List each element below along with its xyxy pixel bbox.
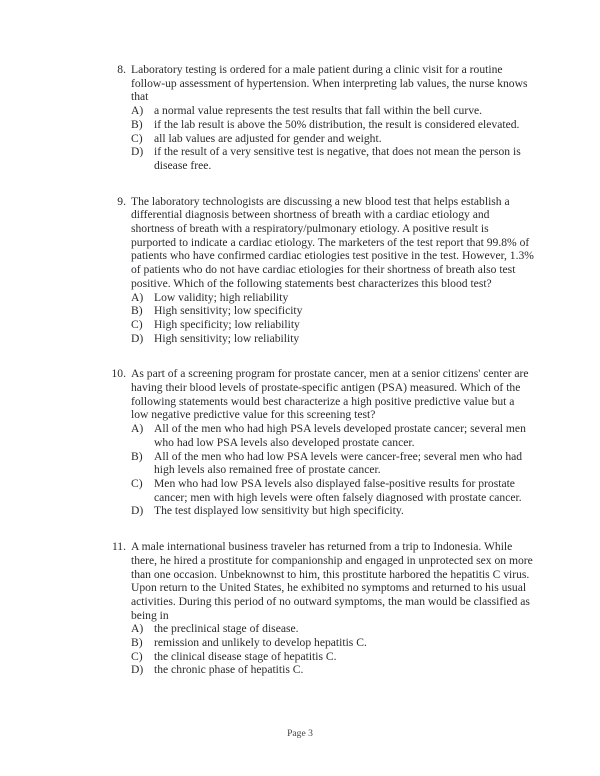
answer-options (104, 622, 534, 677)
option-letter: D) (131, 331, 144, 345)
option-text: High specificity; low reliability (154, 317, 300, 331)
question-stem: As part of a screening program for prostate cancer, men at a senior citizens' center are having their blood levels of prostate-specific antigen (PSA) measured. Which of the following statements would best characterize a high positive predictive value but a low negative predictive value for this screening test? (131, 367, 529, 422)
answer-option[interactable] (131, 650, 534, 664)
question-item (104, 63, 534, 173)
answer-option[interactable] (131, 318, 534, 332)
option-letter: D) (131, 663, 144, 677)
answer-options (104, 291, 534, 346)
option-letter: D) (131, 504, 144, 518)
question-list (104, 63, 534, 699)
option-text: The test displayed low sensitivity but high specificity. (154, 504, 404, 518)
option-text: High sensitivity; low specificity (154, 304, 303, 318)
option-letter: C) (131, 131, 143, 145)
option-letter: C) (131, 317, 143, 331)
option-letter: A) (131, 622, 144, 636)
option-letter: A) (131, 422, 144, 436)
answer-option[interactable] (131, 291, 534, 305)
question-stem: The laboratory technologists are discussing a new blood test that helps establish a differential diagnosis between shortness of breath with a cardiac etiology and shortness of breath with a respiratory/pulmonary etiology. A positive result is purported to indicate a cardiac etiology. The marketers of the test report that 99.8% of patients who have confirmed cardiac etiologies test positive in the test. However, 1.3% of patients who do not have cardiac etiologies for their shortness of breath also test positive. Which of the following statements best characterizes this blood test? (131, 194, 534, 290)
question-body (104, 367, 534, 422)
question-item (104, 367, 534, 518)
answer-option[interactable] (131, 450, 534, 477)
question-item (104, 540, 534, 677)
question-number: 11. (111, 540, 126, 554)
answer-option[interactable] (131, 422, 534, 449)
answer-option[interactable] (131, 636, 534, 650)
option-text: the chronic phase of hepatitis C. (154, 663, 304, 677)
answer-option[interactable] (131, 477, 534, 504)
answer-option[interactable] (131, 145, 534, 172)
answer-option[interactable] (131, 622, 534, 636)
question-stem: Laboratory testing is ordered for a male patient during a clinic visit for a routine follow-up assessment of hypertension. When interpreting lab values, the nurse knows that (131, 63, 528, 104)
option-letter: D) (131, 145, 144, 159)
answer-option[interactable] (131, 332, 534, 346)
answer-option[interactable] (131, 304, 534, 318)
answer-option[interactable] (131, 504, 534, 518)
page-footer: Page 3 (287, 728, 313, 739)
question-item (104, 195, 534, 346)
answer-options (104, 104, 534, 173)
answer-options (104, 422, 534, 518)
option-text: remission and unlikely to develop hepatitis C. (154, 636, 367, 650)
question-body (104, 195, 534, 291)
option-text: High sensitivity; low reliability (154, 331, 300, 345)
option-text: if the lab result is above the 50% distribution, the result is considered elevated. (154, 117, 520, 131)
option-letter: B) (131, 304, 143, 318)
answer-option[interactable] (131, 118, 534, 132)
option-letter: C) (131, 649, 143, 663)
answer-option[interactable] (131, 132, 534, 146)
option-text: Low validity; high reliability (154, 290, 289, 304)
option-text: All of the men who had low PSA levels were cancer-free; several men who had high levels also remained free of prostate cancer. (154, 449, 523, 477)
question-number: 10. (111, 367, 126, 381)
option-text: all lab values are adjusted for gender and weight. (154, 131, 382, 145)
option-text: Men who had low PSA levels also displayed false-positive results for prostate cancer; men with high levels were often falsely diagnosed with prostate cancer. (154, 476, 522, 504)
question-body (104, 540, 534, 622)
option-letter: B) (131, 117, 143, 131)
question-stem: A male international business traveler has returned from a trip to Indonesia. While there, he hired a prostitute for companionship and engaged in unprotected sex on more than one occasion. Unbeknownst to him, this prostitute harbored the hepatitis C virus. Upon return to the United States, he exhibited no symptoms and returned to his usual activities. During this period of no outward symptoms, the man would be classified as being in (131, 540, 533, 622)
option-letter: A) (131, 104, 144, 118)
question-number: 8. (117, 63, 126, 76)
option-text: if the result of a very sensitive test is negative, that does not mean the person is disease free. (154, 145, 521, 172)
option-text: a normal value represents the test results that fall within the bell curve. (154, 104, 483, 118)
answer-option[interactable] (131, 104, 534, 118)
option-letter: C) (131, 476, 143, 490)
option-text: the clinical disease stage of hepatitis C. (154, 649, 337, 663)
question-body (104, 63, 534, 104)
option-letter: B) (131, 636, 143, 650)
option-letter: B) (131, 449, 143, 463)
question-number: 9. (117, 194, 126, 208)
answer-option[interactable] (131, 663, 534, 677)
option-letter: A) (131, 290, 144, 304)
option-text: All of the men who had high PSA levels developed prostate cancer; several men who had low PSA levels also developed prostate cancer. (154, 422, 526, 449)
option-text: the preclinical stage of disease. (154, 622, 299, 636)
